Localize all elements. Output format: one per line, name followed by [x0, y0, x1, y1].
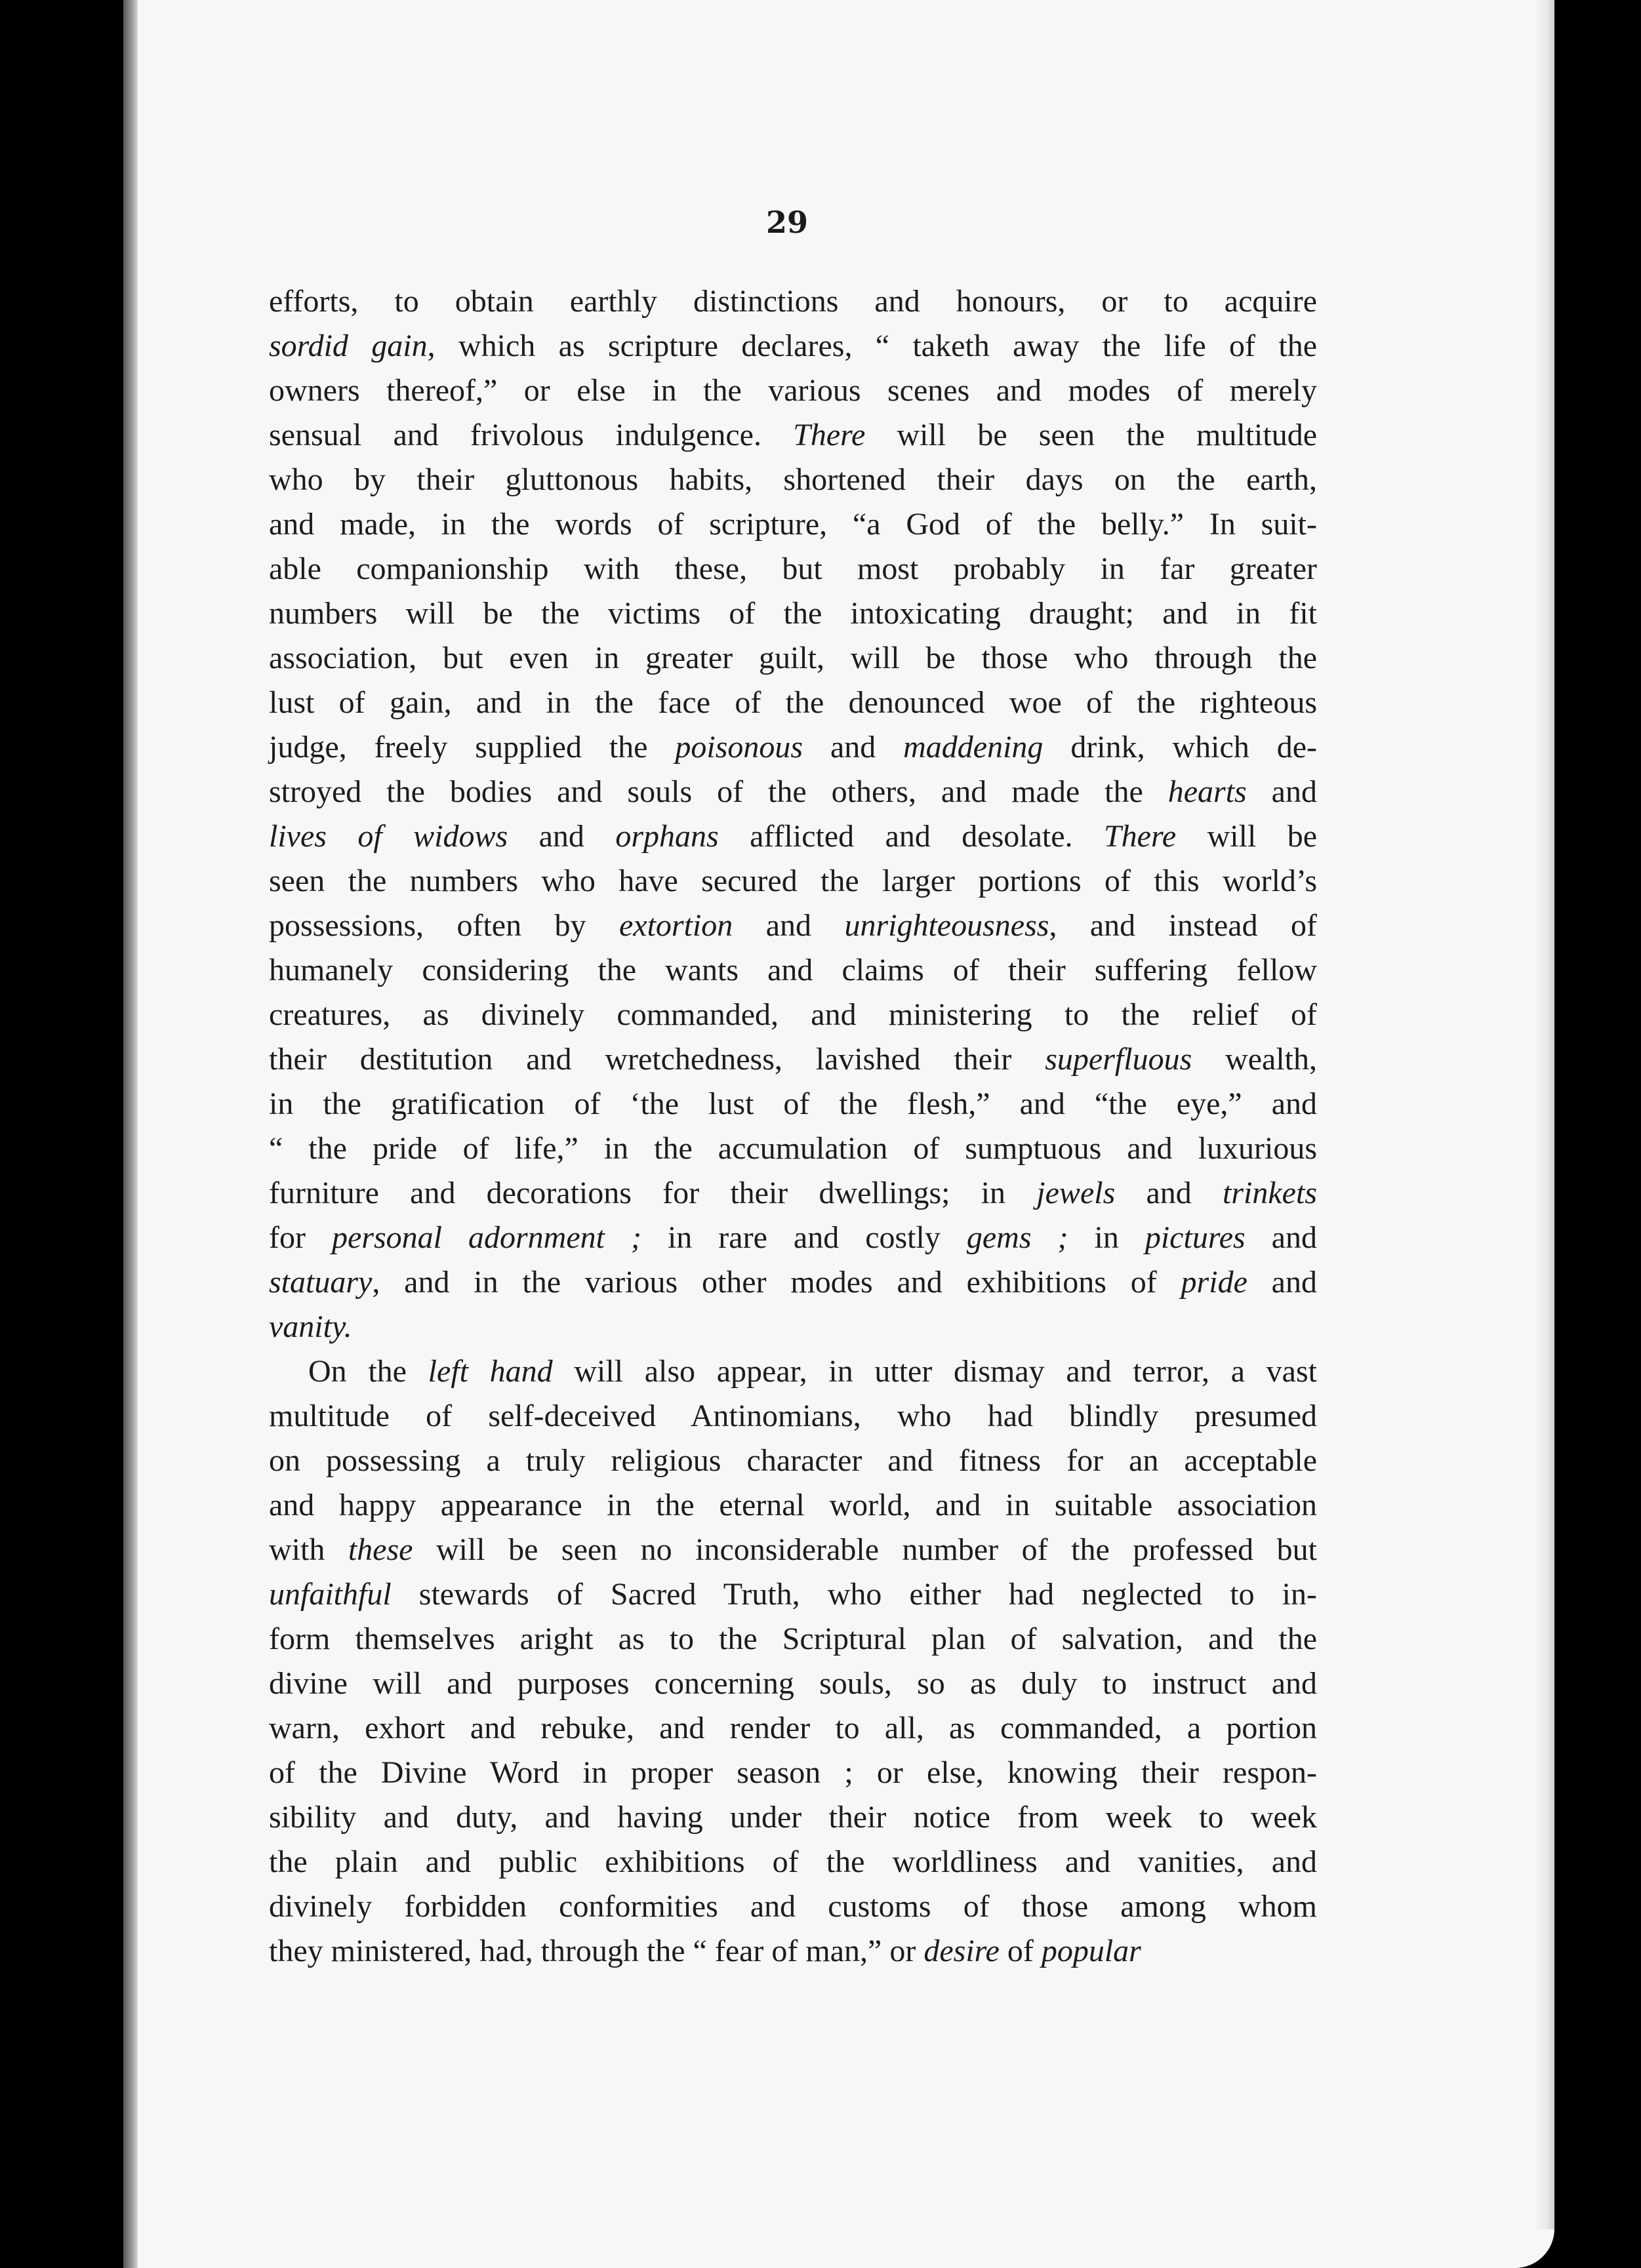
italic-text: extortion: [618, 908, 733, 943]
italic-text: jewels: [1036, 1176, 1116, 1210]
italic-text: statuary: [269, 1265, 373, 1300]
italic-text: pride: [1181, 1265, 1247, 1300]
italic-text: trinkets: [1223, 1176, 1317, 1210]
page-gutter-shadow: [123, 0, 138, 2268]
italic-text: unfaithful: [269, 1577, 392, 1612]
text-line: [269, 904, 1317, 948]
text-run: will also appear, in utter dismay and terror, a vast: [552, 1354, 1317, 1389]
text-run: their destitution and wretchedness, lavished their: [269, 1042, 1045, 1077]
italic-text: popular: [1041, 1934, 1141, 1968]
italic-text: orphans: [615, 819, 719, 854]
text-line: [269, 1260, 1317, 1305]
italic-text: personal adornment ;: [331, 1220, 641, 1255]
italic-text: these: [348, 1532, 413, 1567]
text-line: [269, 725, 1317, 770]
text-run: , which as scripture declares, “ taketh away the life of the: [427, 328, 1317, 363]
text-line: [269, 591, 1317, 636]
text-run: sensual and frivolous indulgence.: [269, 418, 794, 452]
text-line: [269, 1439, 1317, 1483]
text-run: with: [269, 1532, 348, 1567]
text-line: [269, 1929, 1317, 1974]
text-line: [269, 368, 1317, 413]
text-run: On the: [308, 1354, 428, 1389]
text-line: [269, 1216, 1317, 1260]
text-run: in: [1068, 1220, 1145, 1255]
text-line: [269, 502, 1317, 547]
text-line: [269, 1126, 1317, 1171]
text-line: [269, 1617, 1317, 1661]
text-run: , and in the various other modes and exhibitions of: [372, 1265, 1181, 1300]
italic-text: There: [1103, 819, 1177, 854]
text-run: association, but even in greater guilt, will be those who through the: [269, 641, 1317, 675]
text-line: [269, 1528, 1317, 1572]
text-run: who by their gluttonous habits, shortened their days on the earth,: [269, 462, 1317, 497]
text-run: form themselves aright as to the Scriptural plan of salvation, and the: [269, 1621, 1317, 1656]
text-line: [269, 814, 1317, 859]
text-run: and made, in the words of scripture, “a God of the belly.” In suit-: [269, 507, 1317, 542]
text-line: [269, 1349, 1317, 1394]
italic-text: unrighteousness: [844, 908, 1049, 943]
text-run: , and instead of: [1049, 908, 1317, 943]
text-run: and: [1246, 774, 1317, 809]
text-line: [269, 1706, 1317, 1751]
text-line: [269, 1751, 1317, 1795]
text-run: sibility and duty, and having under their notice from week to week: [269, 1800, 1317, 1835]
text-run: and: [733, 908, 845, 943]
text-line: [269, 458, 1317, 502]
text-run: and: [1245, 1220, 1318, 1255]
italic-text: left hand: [428, 1354, 553, 1389]
text-run: and: [803, 730, 904, 765]
text-run: will be: [1176, 819, 1318, 854]
italic-text: poisonous: [675, 730, 803, 765]
text-run: wealth,: [1192, 1042, 1317, 1077]
text-run: lust of gain, and in the face of the denounced woe of the righteous: [269, 685, 1317, 720]
text-run: will be seen no inconsiderable number of the professed but: [413, 1532, 1317, 1567]
text-run: for: [269, 1220, 332, 1255]
text-line: [269, 547, 1317, 591]
text-run: of: [999, 1934, 1042, 1968]
text-line: [269, 1795, 1317, 1840]
text-run: efforts, to obtain earthly distinctions and honours, or to acquire: [269, 284, 1317, 319]
text-line: [269, 279, 1317, 324]
text-run: owners thereof,” or else in the various scenes and modes of merely: [269, 373, 1317, 408]
text-run: and: [1247, 1265, 1317, 1300]
text-run: and happy appearance in the eternal world, and in suitable association: [269, 1488, 1317, 1522]
text-run: warn, exhort and rebuke, and render to all, as commanded, a portion: [269, 1711, 1317, 1745]
text-line: [269, 681, 1317, 725]
text-line: [269, 1884, 1317, 1929]
text-run: able companionship with these, but most probably in far greater: [269, 551, 1317, 586]
text-line: [269, 1082, 1317, 1126]
italic-text: lives of widows: [269, 819, 508, 854]
text-run: numbers will be the victims of the intoxicating draught; and in fit: [269, 596, 1317, 631]
text-run: will be seen the multitude: [865, 418, 1318, 452]
italic-text: hearts: [1167, 774, 1247, 809]
text-run: divinely forbidden conformities and customs of those among whom: [269, 1889, 1317, 1924]
text-run: furniture and decorations for their dwellings; in: [269, 1176, 1037, 1210]
text-run: stewards of Sacred Truth, who either had neglected to in-: [391, 1577, 1317, 1612]
text-run: and: [508, 819, 616, 854]
text-line: [269, 859, 1317, 904]
text-run: seen the numbers who have secured the larger portions of this world’s: [269, 864, 1317, 898]
text-run: multitude of self-deceived Antinomians, who had blindly presumed: [269, 1399, 1317, 1433]
text-line: [269, 1840, 1317, 1884]
page-number: 29: [765, 205, 808, 240]
text-run: in the gratification of ‘the lust of the flesh,” and “the eye,” and: [269, 1086, 1317, 1121]
italic-text: superfluous: [1045, 1042, 1192, 1077]
text-line: [269, 1394, 1317, 1439]
text-line: [269, 770, 1317, 814]
text-run: divine will and purposes concerning souls, so as duly to instruct and: [269, 1666, 1317, 1701]
text-run: judge, freely supplied the: [269, 730, 676, 765]
text-run: of the Divine Word in proper season ; or else, knowing their respon-: [269, 1755, 1317, 1790]
italic-text: vanity.: [269, 1309, 352, 1344]
text-run: afflicted and desolate.: [718, 819, 1104, 854]
text-line: [269, 1483, 1317, 1528]
italic-text: sordid gain: [269, 328, 428, 363]
text-run: drink, which de-: [1043, 730, 1317, 765]
text-run: in rare and costly: [641, 1220, 967, 1255]
text-run: creatures, as divinely commanded, and ministering to the relief of: [269, 997, 1317, 1032]
text-line: [269, 1037, 1317, 1082]
text-line: [269, 1171, 1317, 1216]
italic-text: There: [793, 418, 866, 452]
italic-text: gems ;: [966, 1220, 1068, 1255]
text-run: “ the pride of life,” in the accumulation of sumptuous and luxurious: [269, 1131, 1317, 1166]
page-edge-shadow: [1535, 0, 1554, 2229]
text-line: [269, 324, 1317, 368]
text-line: [269, 1572, 1317, 1617]
text-run: and: [1115, 1176, 1223, 1210]
italic-text: desire: [923, 1934, 1000, 1968]
italic-text: maddening: [903, 730, 1043, 765]
text-run: humanely considering the wants and claims of their suffering fellow: [269, 953, 1317, 987]
text-run: possessions, often by: [269, 908, 619, 943]
text-run: the plain and public exhibitions of the worldliness and vanities, and: [269, 1844, 1317, 1879]
text-run: on possessing a truly religious character and fitness for an acceptable: [269, 1443, 1317, 1478]
text-line: [269, 1305, 1317, 1349]
italic-text: pictures: [1145, 1220, 1246, 1255]
text-run: they ministered, had, through the “ fear of man,” or: [269, 1934, 924, 1968]
text-line: [269, 413, 1317, 458]
text-line: [269, 948, 1317, 993]
text-line: [269, 636, 1317, 681]
text-line: [269, 993, 1317, 1037]
body-text: [269, 279, 1317, 1974]
text-line: [269, 1661, 1317, 1706]
text-run: stroyed the bodies and souls of the others, and made the: [269, 774, 1168, 809]
